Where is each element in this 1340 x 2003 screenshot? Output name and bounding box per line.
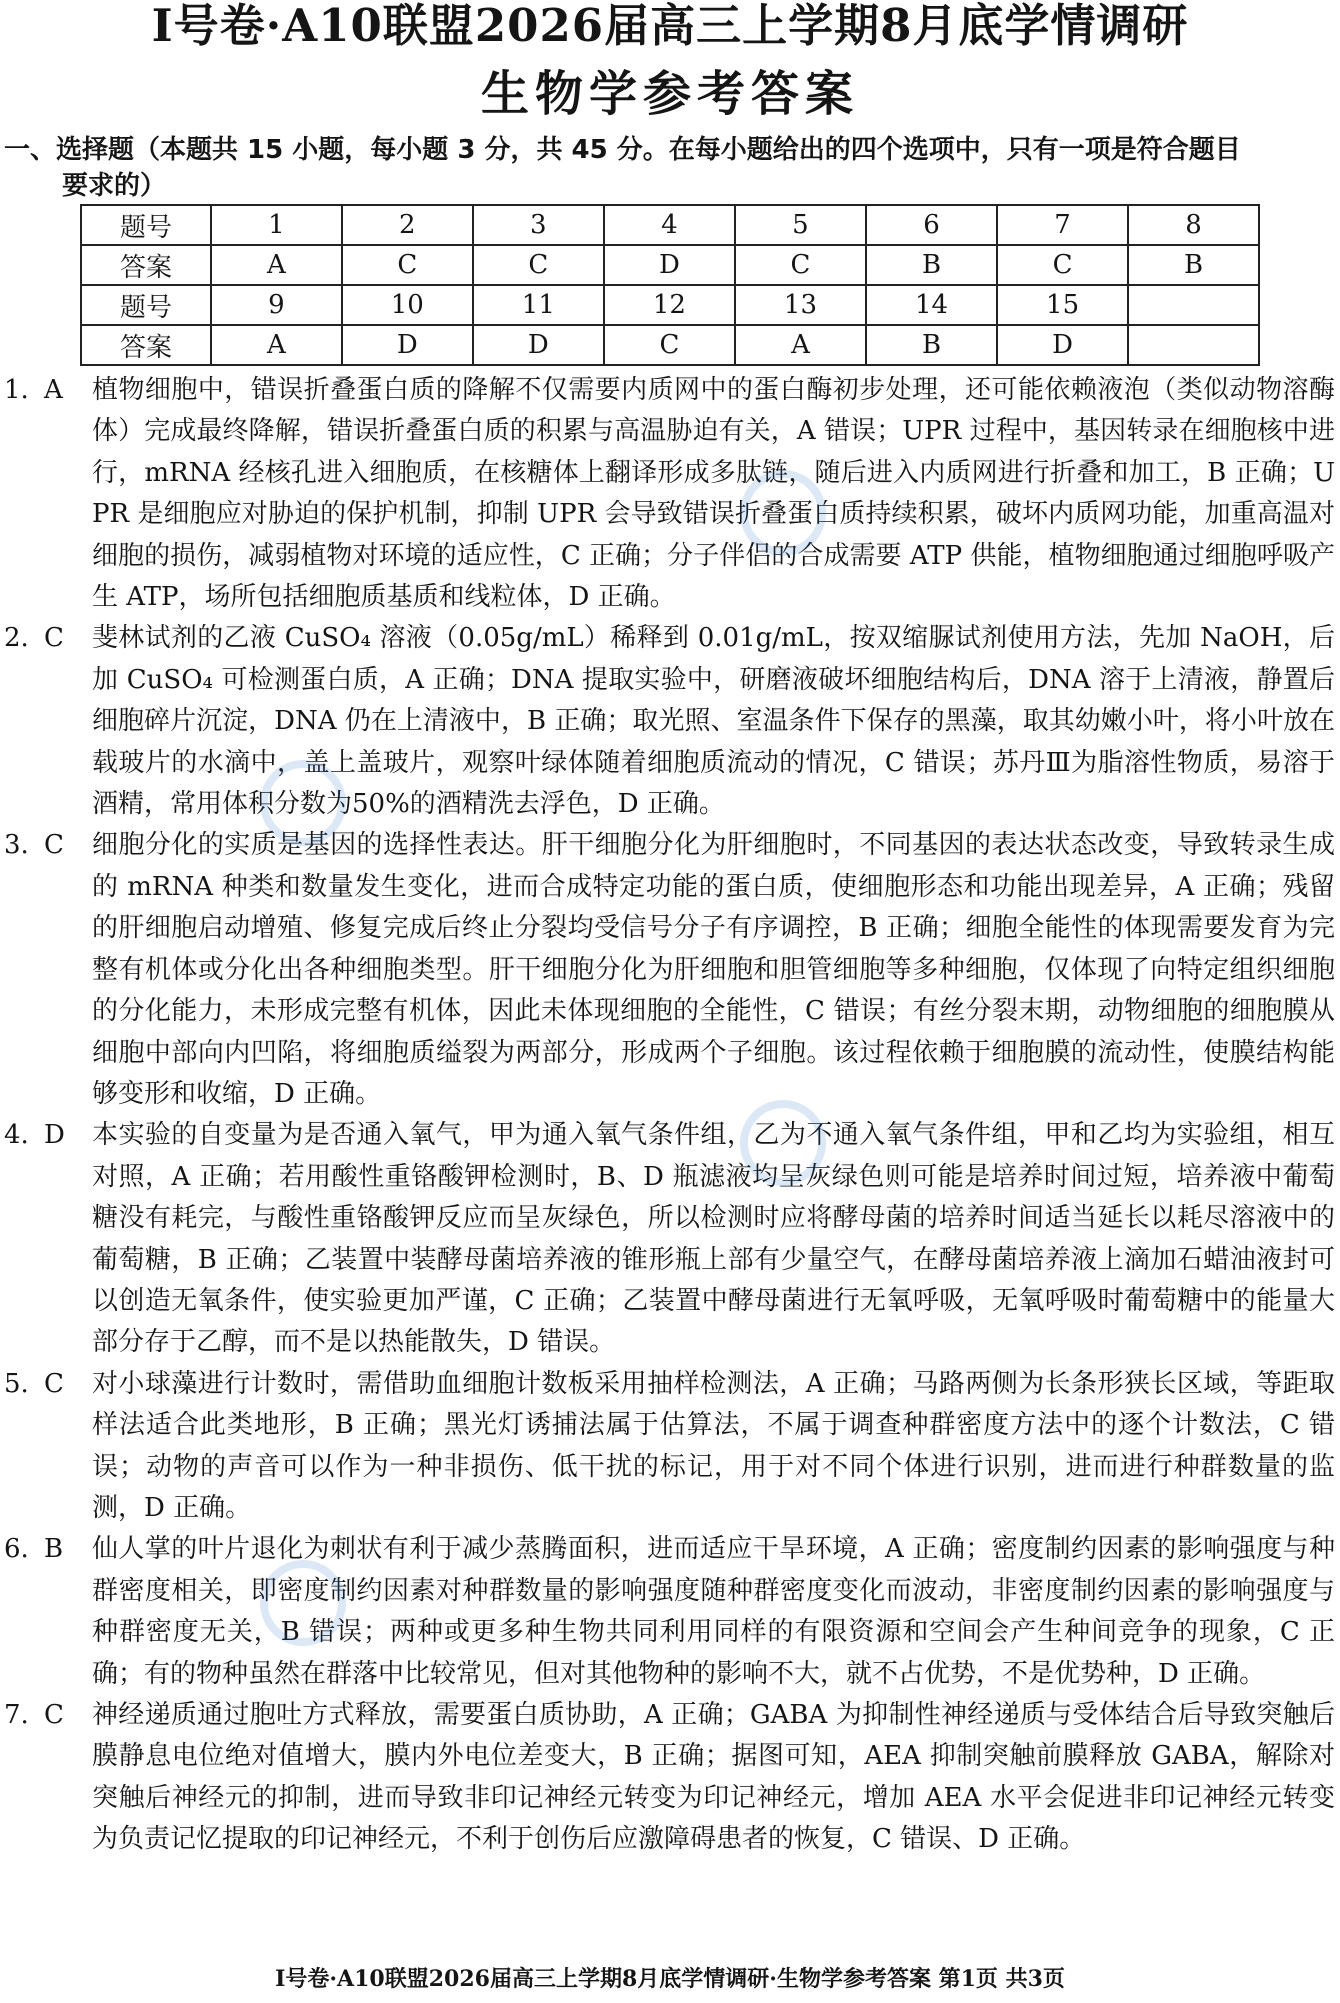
question-answer: C (44, 623, 64, 654)
question-answer: C (44, 830, 64, 861)
table-cell: A (211, 325, 342, 365)
table-cell: A (211, 245, 342, 285)
table-row (81, 325, 1259, 365)
table-cell: C (735, 245, 866, 285)
row-label-question: 题号 (81, 285, 211, 325)
table-cell: 2 (342, 205, 473, 245)
explanation-item (0, 1695, 1340, 1861)
table-cell: 12 (604, 285, 735, 325)
table-cell: 6 (866, 205, 997, 245)
table-cell: 7 (997, 205, 1128, 245)
row-label-question: 题号 (81, 205, 211, 245)
explanation-item (0, 825, 1340, 1115)
explanation-text: 神经递质通过胞吐方式释放，需要蛋白质协助，A 正确；GABA 为抑制性神经递质与受体结合后导致突触后膜静息电位绝对值增大，膜内外电位差变大，B 正确；据图可知，AEA 抑制突触前膜释放 GABA，解除对突触后神经元的抑制，进而导致非印记神经元转变为印记神经元，增加 AEA 水平会促进非印记神经元转变为负责记忆提取的印记神经元，不利于创伤后应激障碍患者的恢复，C 错误、D 正确。 (92, 1700, 1335, 1855)
question-number: 7. (4, 1700, 29, 1730)
table-row (81, 285, 1259, 325)
explanation-item (0, 370, 1340, 618)
question-number: 3. (4, 830, 29, 861)
row-label-answer: 答案 (81, 245, 211, 285)
table-cell: 4 (604, 205, 735, 245)
question-number: 6. (4, 1534, 29, 1565)
table-cell: C (473, 245, 604, 285)
table-row (81, 205, 1259, 245)
table-cell: 15 (997, 285, 1128, 325)
explanations-list (0, 370, 1340, 1861)
explanation-text: 仙人掌的叶片退化为刺状有利于减少蒸腾面积，进而适应干旱环境，A 正确；密度制约因素的影响强度与种群密度相关，即密度制约因素对种群数量的影响强度随种群密度变化而波动，非密度制约因素的影响强度与种群密度无关，B 错误；两种或更多种生物共同利用同样的有限资源和空间会产生种间竞争的现象，C 正确；有的物种虽然在群落中比较常见，但对其他物种的影响不大，就不占优势，不是优势种，D 正确。 (92, 1534, 1335, 1689)
explanation-item (0, 1529, 1340, 1695)
table-cell: D (997, 325, 1128, 365)
explanation-text: 细胞分化的实质是基因的选择性表达。肝干细胞分化为肝细胞时，不同基因的表达状态改变，导致转录生成的 mRNA 种类和数量发生变化，进而合成特定功能的蛋白质，使细胞形态和功能出现差异，A 正确；残留的肝细胞启动增殖、修复完成后终止分裂均受信号分子有序调控，B 正确；细胞全能性的体现需要发育为完整有机体或分化出各种细胞类型。肝干细胞分化为肝细胞和胆管细胞等多种细胞，仅体现了向特定组织细胞的分化能力，未形成完整有机体，因此未体现细胞的全能性，C 错误；有丝分裂末期，动物细胞的细胞膜从细胞中部向内凹陷，将细胞质缢裂为两部分，形成两个子细胞。该过程依赖于细胞膜的流动性，使膜结构能够变形和收缩，D 正确。 (92, 830, 1335, 1109)
question-answer: B (44, 1534, 64, 1565)
page-subtitle: 生物学参考答案 (480, 66, 859, 122)
table-cell: D (604, 245, 735, 285)
table-cell: C (604, 325, 735, 365)
table-cell: 5 (735, 205, 866, 245)
section-heading-line2: 要求的） (62, 171, 167, 201)
question-answer: D (44, 1120, 65, 1151)
explanation-item (0, 1364, 1340, 1530)
explanation-item (0, 618, 1340, 825)
question-number: 2. (4, 623, 29, 654)
row-label-answer: 答案 (81, 325, 211, 365)
table-cell: 14 (866, 285, 997, 325)
question-answer: C (44, 1700, 64, 1730)
explanation-text: 对小球藻进行计数时，需借助血细胞计数板采用抽样检测法，A 正确；马路两侧为长条形狭长区域，等距取样法适合此类地形，B 正确；黑光灯诱捕法属于估算法，不属于调查种群密度方法中的逐个计数法，C 错误；动物的声音可以作为一种非损伤、低干扰的标记，用于对不同个体进行识别，进而进行种群数量的监测，D 正确。 (92, 1368, 1335, 1523)
table-cell: C (997, 245, 1128, 285)
page-footer: Ⅰ号卷·A10联盟2026届高三上学期8月底学情调研·生物学参考答案 第1页 共3页 (275, 1966, 1065, 1992)
section-heading (4, 132, 1334, 204)
table-cell: B (1128, 245, 1259, 285)
question-answer: A (44, 375, 63, 405)
table-cell: 10 (342, 285, 473, 325)
table-cell: 8 (1128, 205, 1259, 245)
question-number: 5. (4, 1368, 29, 1399)
explanation-text: 斐林试剂的乙液 CuSO₄ 溶液（0.05g/mL）稀释到 0.01g/mL，按双缩脲试剂使用方法，先加 NaOH，后加 CuSO₄ 可检测蛋白质，A 正确；DNA 提取实验中，研磨液破坏细胞结构后，DNA 溶于上清液，静置后细胞碎片沉淀，DNA 仍在上清液中，B 正确；取光照、室温条件下保存的黑藻，取其幼嫩小叶，将小叶放在载玻片的水滴中，盖上盖玻片，观察叶绿体随着细胞质流动的情况，C 错误；苏丹Ⅲ为脂溶性物质，易溶于酒精，常用体积分数为50%的酒精洗去浮色，D 正确。 (92, 623, 1335, 820)
table-cell: D (473, 325, 604, 365)
table-cell: 1 (211, 205, 342, 245)
answer-table (80, 204, 1260, 366)
explanation-text: 植物细胞中，错误折叠蛋白质的降解不仅需要内质网中的蛋白酶初步处理，还可能依赖液泡（类似动物溶酶体）完成最终降解，错误折叠蛋白质的积累与高温胁迫有关，A 错误；UPR 过程中，基因转录在细胞核中进行，mRNA 经核孔进入细胞质，在核糖体上翻译形成多肽链，随后进入内质网进行折叠和加工，B 正确；UPR 是细胞应对胁迫的保护机制，抑制 UPR 会导致错误折叠蛋白质持续积累，破坏内质网功能，加重高温对细胞的损伤，减弱植物对环境的适应性，C 正确；分子伴侣的合成需要 ATP 供能，植物细胞通过细胞呼吸产生 ATP，场所包括细胞质基质和线粒体，D 正确。 (92, 375, 1335, 613)
table-cell: 13 (735, 285, 866, 325)
table-cell: A (735, 325, 866, 365)
table-cell (1128, 285, 1259, 325)
table-cell: B (866, 325, 997, 365)
table-cell: 3 (473, 205, 604, 245)
question-number: 1. (4, 375, 29, 405)
page-title: Ⅰ号卷·A10联盟2026届高三上学期8月底学情调研 (151, 0, 1189, 52)
table-cell: D (342, 325, 473, 365)
explanation-item (0, 1115, 1340, 1363)
question-number: 4. (4, 1120, 29, 1151)
table-cell: 11 (473, 285, 604, 325)
explanation-text: 本实验的自变量为是否通入氧气，甲为通入氧气条件组，乙为不通入氧气条件组，甲和乙均为实验组，相互对照，A 正确；若用酸性重铬酸钾检测时，B、D 瓶滤液均呈灰绿色则可能是培养时间过短，培养液中葡萄糖没有耗完，与酸性重铬酸钾反应而呈灰绿色，所以检测时应将酵母菌的培养时间适当延长以耗尽溶液中的葡萄糖，B 正确；乙装置中装酵母菌培养液的锥形瓶上部有少量空气，在酵母菌培养液上滴加石蜡油液封可以创造无氧条件，使实验更加严谨，C 正确；乙装置中酵母菌进行无氧呼吸，无氧呼吸时葡萄糖中的能量大部分存于乙醇，而不是以热能散失，D 错误。 (92, 1120, 1335, 1358)
section-heading-line1: 一、选择题（本题共 15 小题，每小题 3 分，共 45 分。在每小题给出的四个选项中，只有一项是符合题目 (4, 135, 1241, 165)
table-cell (1128, 325, 1259, 365)
table-cell: C (342, 245, 473, 285)
question-answer: C (44, 1368, 64, 1399)
table-row (81, 245, 1259, 285)
table-cell: 9 (211, 285, 342, 325)
table-cell: B (866, 245, 997, 285)
